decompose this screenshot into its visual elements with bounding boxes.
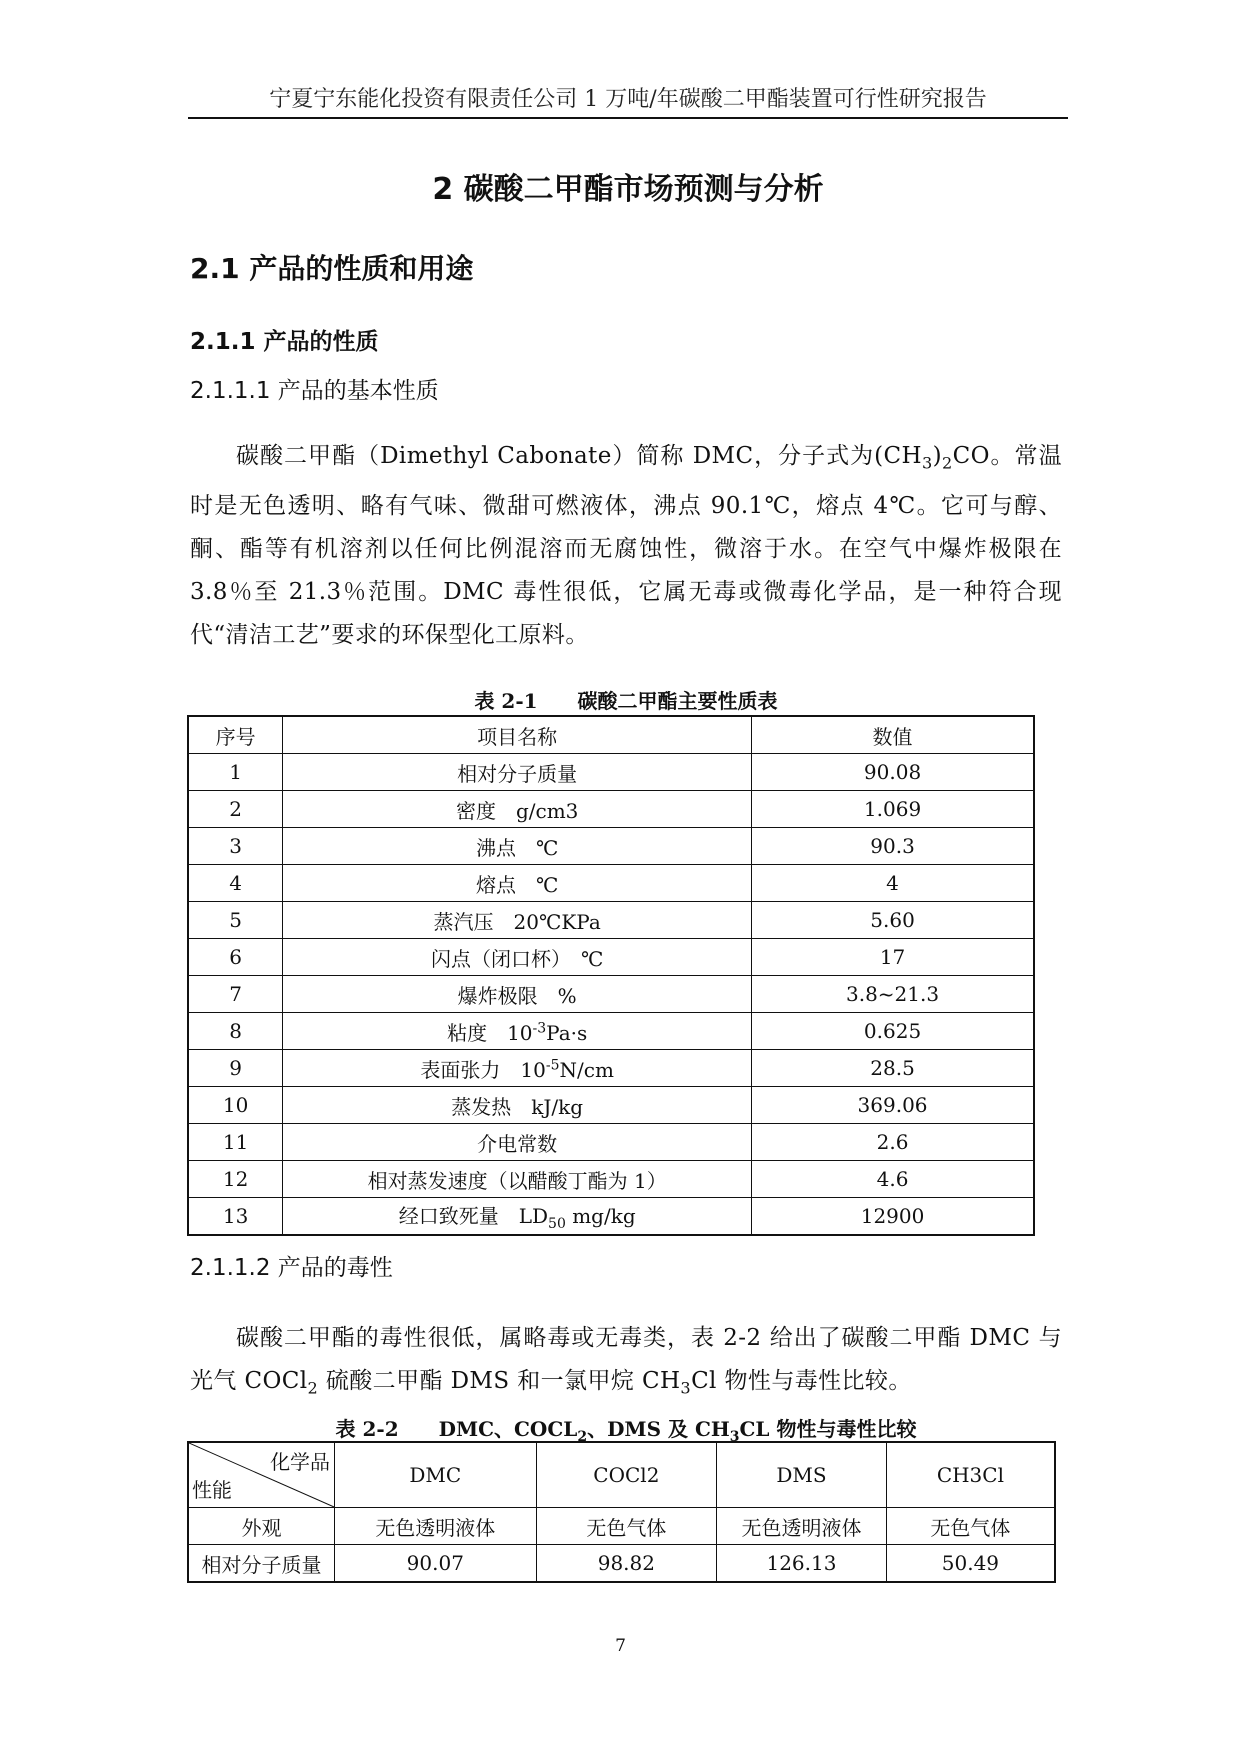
row-item-name: 蒸发热 kJ/kg (283, 1087, 752, 1124)
row-number: 11 (188, 1124, 283, 1161)
row-value: 126.13 (717, 1545, 887, 1583)
section-heading-2-1: 2.1 产品的性质和用途 (190, 252, 474, 285)
table-row (188, 1508, 1055, 1545)
row-value: 3.8~21.3 (752, 976, 1034, 1013)
table-row (188, 828, 1034, 865)
row-value: 98.82 (536, 1545, 717, 1583)
row-number: 1 (188, 754, 283, 791)
table-row (188, 1087, 1034, 1124)
row-value: 无色透明液体 (717, 1508, 887, 1545)
comparison-table (187, 1441, 1056, 1583)
table-2-1-caption: 表 2-1 碳酸二甲酯主要性质表 (474, 689, 778, 713)
header-cell: DMC (335, 1442, 537, 1508)
table-row (188, 976, 1034, 1013)
row-item-name: 沸点 ℃ (283, 828, 752, 865)
row-number: 7 (188, 976, 283, 1013)
header-cell: COCl2 (536, 1442, 717, 1508)
row-value: 12900 (752, 1198, 1034, 1236)
row-number: 10 (188, 1087, 283, 1124)
row-number: 8 (188, 1013, 283, 1050)
row-item-name: 相对蒸发速度（以醋酸丁酯为 1） (283, 1161, 752, 1198)
row-value: 无色透明液体 (335, 1508, 537, 1545)
row-value: 90.07 (335, 1545, 537, 1583)
row-number: 6 (188, 939, 283, 976)
table-row (188, 939, 1034, 976)
table-row (188, 1545, 1055, 1583)
table-2-2-caption: 表 2-2 DMC、$COCL_2$、DMS 及 $CH_3CL$ 物性与毒性比较 (335, 1417, 917, 1445)
header-cell: 数值 (752, 716, 1034, 754)
row-number: 13 (188, 1198, 283, 1236)
row-number: 2 (188, 791, 283, 828)
table-row (188, 1161, 1034, 1198)
row-label: 外观 (188, 1508, 335, 1545)
row-value: 1.069 (752, 791, 1034, 828)
row-value: 无色气体 (536, 1508, 717, 1545)
diagonal-header-cell (188, 1442, 335, 1508)
row-value: 369.06 (752, 1087, 1034, 1124)
row-value: 4 (752, 865, 1034, 902)
row-value: 0.625 (752, 1013, 1034, 1050)
table-row (188, 1198, 1034, 1236)
row-value: 50.49 (886, 1545, 1055, 1583)
row-value: 90.3 (752, 828, 1034, 865)
row-value: 90.08 (752, 754, 1034, 791)
table-row (188, 902, 1034, 939)
row-value: 28.5 (752, 1050, 1034, 1087)
table-row (188, 1124, 1034, 1161)
row-item-name: 蒸汽压 20℃KPa (283, 902, 752, 939)
row-item-name: 经口致死量 $LD_{50}$ mg/kg (283, 1198, 752, 1236)
row-item-name: 熔点 ℃ (283, 865, 752, 902)
row-number: 9 (188, 1050, 283, 1087)
row-label: 相对分子质量 (188, 1545, 335, 1583)
row-number: 4 (188, 865, 283, 902)
section-heading-2-1-1-1: 2.1.1.1 产品的基本性质 (190, 378, 439, 404)
row-value: 5.60 (752, 902, 1034, 939)
header-cell: DMS (717, 1442, 887, 1508)
row-item-name: 介电常数 (283, 1124, 752, 1161)
paragraph-basic-properties: 碳酸二甲酯（Dimethyl Cabonate）简称 DMC，分子式为$(CH_3)_2CO$。常温时是无色透明、略有气味、微甜可燃液体，沸点 90.1℃，熔点 4℃。它可与醇、酮、酯等有机溶剂以任何比例混溶而无腐蚀性，微溶于水。在空气中爆炸极限在 3.8％至 21.3％范围。DMC 毒性很低，它属无毒或微毒化学品，是一种符合现代“清洁工艺”要求的环保型化工原料。 (190, 443, 1062, 648)
row-number: 12 (188, 1161, 283, 1198)
chapter-title: 2 碳酸二甲酯市场预测与分析 (432, 172, 824, 207)
row-item-name: 表面张力 $10^{-5}N/cm$ (283, 1050, 752, 1087)
row-value: 无色气体 (886, 1508, 1055, 1545)
row-value: 4.6 (752, 1161, 1034, 1198)
row-item-name: 爆炸极限 % (283, 976, 752, 1013)
header-cell: CH3Cl (886, 1442, 1055, 1508)
table-header-row (188, 716, 1034, 754)
corner-label-property: 性能 (192, 1478, 232, 1502)
header-cell: 项目名称 (283, 716, 752, 754)
row-number: 5 (188, 902, 283, 939)
row-item-name: 闪点（闭口杯） ℃ (283, 939, 752, 976)
table-row (188, 791, 1034, 828)
row-item-name: 粘度 $10^{-3}Pa\cdot s$ (283, 1013, 752, 1050)
corner-label-chemical: 化学品 (270, 1450, 331, 1474)
row-item-name: 相对分子质量 (283, 754, 752, 791)
paragraph-toxicity: 碳酸二甲酯的毒性很低，属略毒或无毒类，表 2-2 给出了碳酸二甲酯 DMC 与光气 COCl$_2$ 硫酸二甲酯 DMS 和一氯甲烷 $CH_3Cl$ 物性与毒性比较。 (190, 1325, 1062, 1398)
row-number: 3 (188, 828, 283, 865)
table-row (188, 1013, 1034, 1050)
header-cell: 序号 (188, 716, 283, 754)
page-number: 7 (615, 1636, 626, 1656)
row-value: 2.6 (752, 1124, 1034, 1161)
table-row (188, 1050, 1034, 1087)
section-heading-2-1-1: 2.1.1 产品的性质 (190, 329, 379, 355)
page-header: 宁夏宁东能化投资有限责任公司 1 万吨/年碳酸二甲酯装置可行性研究报告 (188, 86, 1068, 119)
table-header-row (188, 1442, 1055, 1508)
row-value: 17 (752, 939, 1034, 976)
section-heading-2-1-1-2: 2.1.1.2 产品的毒性 (190, 1255, 393, 1281)
table-row (188, 865, 1034, 902)
table-row (188, 754, 1034, 791)
properties-table (187, 715, 1035, 1236)
row-item-name: 密度 g/cm3 (283, 791, 752, 828)
